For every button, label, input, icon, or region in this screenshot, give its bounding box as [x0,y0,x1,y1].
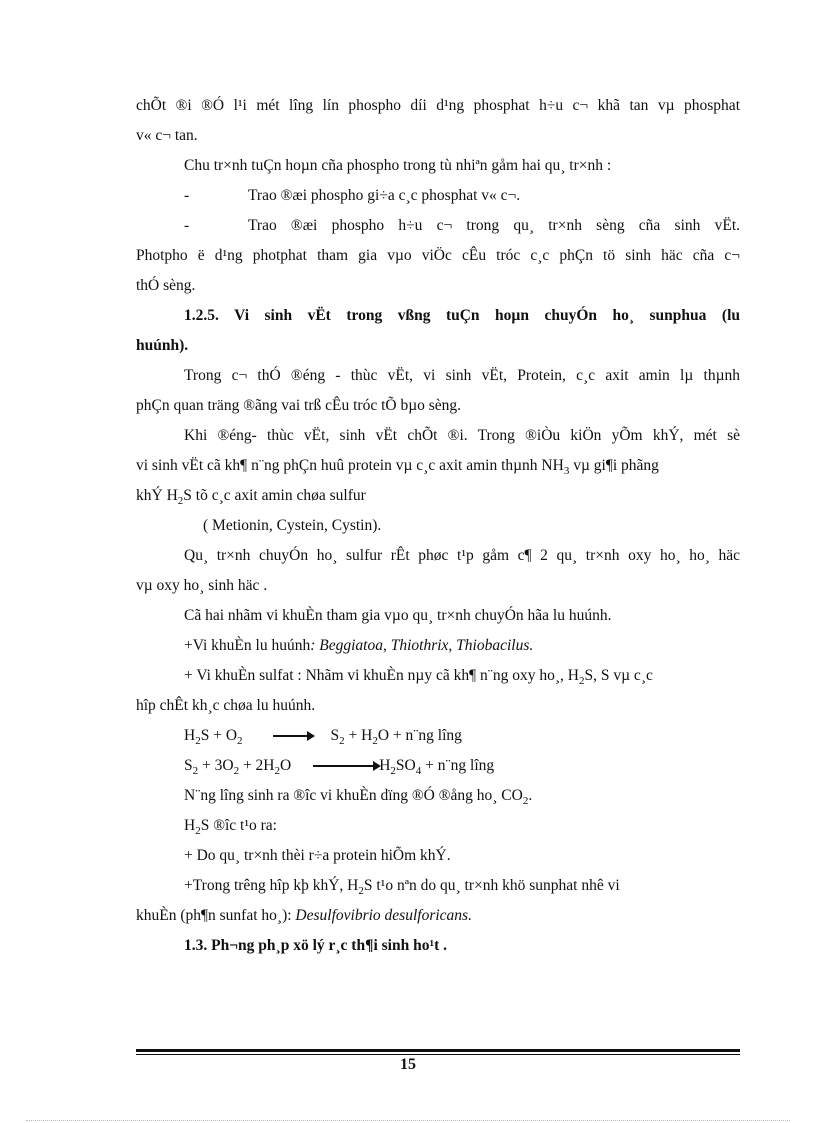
text-run: +Trong trêng hîp kþ khÝ, H [184,877,359,894]
paragraph-line: Trong c¬ thÓ ®éng - thùc vËt, vi sinh vËt, Protein, c¸c axit amin lµ thµnh [184,367,740,384]
footer-rule-thin [136,1054,740,1055]
paragraph-line: vµ oxy ho¸ sinh häc . [136,577,268,594]
subscript: 2 [339,735,345,748]
list-dash: - [184,217,190,234]
paragraph-line: chÕt ®i ®Ó l¹i mét lîng lín phospho díi d¹ng phosphat h÷u c¬ khã tan vµ phosphat [136,97,740,114]
text-run: vµ gi¶i phãng [569,457,659,474]
paragraph-line [184,786,740,811]
subscript: 2 [192,765,199,778]
paragraph-line [184,816,740,841]
subscript: 3 [563,465,570,478]
paragraph-line: Chu tr×nh tuÇn hoµn cña phospho trong tù nhiªn gåm hai qu¸ tr×nh : [184,157,612,174]
text-run: + H [344,727,373,744]
section-heading-cont: huúnh). [136,337,189,354]
text-run: + Vi khuÈn sulfat : Nhãm vi khuÈn nµy cã kh¶ n¨ng oxy ho¸, H [184,667,580,684]
page-edge-dots [26,1120,790,1121]
text-run: S tõ c¸c axit amin chøa sulfur [183,487,366,504]
paragraph-line: phÇn quan träng ®ãng vai trß cÊu tróc tÕ bµo sèng. [136,397,462,414]
subscript: 2 [390,765,396,778]
subscript: 2 [177,495,184,508]
text-run: N¨ng lîng sinh ra ®îc vi khuÈn dïng ®Ó ®ång ho¸ CO [184,787,523,804]
paragraph-line [136,906,740,926]
text-run: S t¹o nªn do qu¸ tr×nh khö sunphat nhê vi [363,877,620,894]
text-run: + 3O [198,757,234,774]
subscript: 4 [415,765,422,778]
list-item-text: Trao ®æi phospho gi÷a c¸c phosphat v« c¬. [248,187,521,204]
text-run: khÝ H [136,487,178,504]
paragraph-line: Photpho ë d¹ng photphat tham gia vµo viÖc cÊu tróc c¸c phÇn tö sinh häc cña c¬ [136,247,740,264]
text-run: + 2H [239,757,275,774]
subscript: 2 [195,735,201,748]
text-run: H [184,727,196,744]
arrow-icon [313,765,379,767]
text-run: H [184,817,196,834]
subscript: 2 [372,735,378,748]
paragraph-line: Khi ®éng- thùc vËt, sinh vËt chÕt ®i. Trong ®iÒu kiÖn yÕm khÝ, mét sè [184,427,740,444]
species-names: Desulfovibrio desulforicans. [295,907,472,924]
paragraph-line: Qu¸ tr×nh chuyÓn ho¸ sulfur rÊt phøc t¹p gåm c¶ 2 qu¸ tr×nh oxy ho¸ ho¸ häc [184,547,740,564]
text-run: khuÈn (ph¶n sunfat ho¸): [136,907,296,924]
text-run: S + O [200,727,238,744]
text-run: +Vi khuÈn lu huúnh [184,637,311,654]
paragraph-line: thÓ sèng. [136,277,196,294]
text-run: S, S vµ c¸c [584,667,653,684]
subscript: 2 [274,765,280,778]
paragraph-line: Cã hai nhãm vi khuÈn tham gia vµo qu¸ tr×nh chuyÓn hãa lu huúnh. [184,607,612,624]
subscript: 2 [522,795,529,808]
equation [184,726,740,751]
text-run: vi sinh vËt cã kh¶ n¨ng phÇn huû protein vµ c¸c axit amin thµnh NH [136,457,564,474]
text-run: . [528,787,533,804]
subscript: 2 [579,675,585,688]
footer-rule [136,1049,740,1052]
paragraph-line: hîp chÊt kh¸c chøa lu huúnh. [136,697,316,714]
list-dash: - [184,187,190,204]
page-number: 15 [400,1056,416,1073]
text-run: S ®îc t¹o ra: [200,817,277,834]
text-run: H [379,757,391,774]
arrow-icon [273,735,313,737]
paragraph-line [184,666,740,691]
subscript: 2 [358,885,364,898]
text-run: S [330,727,340,744]
text-run: O [280,757,292,774]
text-run: O + n¨ng lîng [377,727,462,744]
section-heading: 1.3. Ph¬ng ph¸p xö lý r¸c th¶i sinh ho¹t . [184,937,448,954]
list-item-text: Trao ®æi phospho h÷u c¬ trong qu¸ tr×nh sèng cña sinh vËt. [248,217,740,234]
paragraph-line: ( Metionin, Cystein, Cystin). [203,517,382,534]
paragraph-line [184,636,740,656]
section-heading: 1.2.5. Vi sinh vËt trong vßng tuÇn hoµn chuyÓn ho¸ sunphua (lu [184,307,740,324]
paragraph-line [184,876,740,901]
paragraph-line [136,456,740,481]
subscript: 2 [233,765,240,778]
species-names: : Beggiatoa, Thiothrix, Thiobacilus. [310,637,534,654]
text-run: + n¨ng lîng [421,757,495,774]
paragraph-line: + Do qu¸ tr×nh thèi r÷a protein hiÕm khÝ. [184,847,451,864]
paragraph-line: v« c¬ tan. [136,127,198,144]
paragraph-line [136,486,740,511]
subscript: 2 [195,825,201,838]
text-run: SO [395,757,416,774]
subscript: 2 [237,735,243,748]
text-run: S [184,757,193,774]
equation [184,756,740,781]
